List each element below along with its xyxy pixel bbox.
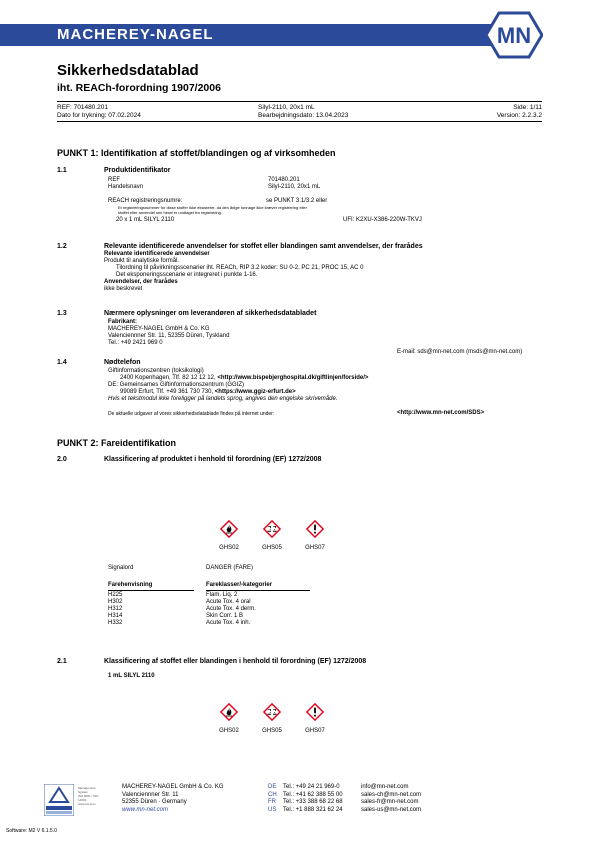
ghs05-corrosion-icon (263, 520, 281, 538)
hazard-code: H312 (108, 606, 123, 612)
hazard-class: Flam. Liq. 2 (206, 592, 238, 598)
footer-street: Valenciennner Str. 11 (122, 791, 179, 798)
reach-label: REACH registreringsnumre: (108, 198, 183, 204)
web-note: De aktuelle udgaver af vores sikkerhedsdatablade findes på internet under: (108, 411, 275, 417)
emergency-dk: 2400 Kopenhagen, Tlf. 82 12 12 12, (120, 375, 218, 381)
hazard-code: H314 (108, 613, 123, 619)
section-1-title: PUNKT 1: Identifikation af stoffet/blandingen og af virksomheden (57, 148, 336, 158)
subsection-heading: Relevante identificerede anvendelser for stoffet eller blandingen samt anvendelser, der frarådes (104, 243, 423, 250)
language-note: Hvis et tekstmodul ikke foreligger på landets sprog, angives den engelske skrivemåde. (108, 396, 338, 402)
divider (57, 121, 542, 122)
emergency-de: 99089 Erfurt, Tlf. +49 361 730 730, (120, 389, 215, 395)
divider (57, 101, 542, 102)
cert-text: www.tuv.com (78, 802, 96, 806)
pictogram-label: GHS05 (262, 545, 282, 551)
trade-name-label: Handelsnavn (108, 184, 144, 190)
reach-value: se PUNKT 3.1/3.2 eller (266, 198, 328, 204)
country-code: US (268, 806, 277, 813)
relevant-uses-text: Det eksponeringsscenarie er integreret i punkte 1-16. (116, 272, 258, 278)
hazard-code: H332 (108, 620, 123, 626)
section-number: 2.0 (57, 456, 67, 463)
page-subtitle: iht. REACh-forordning 1907/2006 (57, 82, 221, 94)
contact-phone: Tel.: +33 388 68 22 68 (283, 799, 343, 805)
pictogram-label: GHS02 (219, 545, 239, 551)
subsection-heading: Nærmere oplysninger om leverandøren af sikkerhedsdatabladet (104, 310, 317, 317)
section-2-title: PUNKT 2: Fareidentifikation (57, 438, 177, 448)
country-code: CH (268, 791, 277, 798)
ufi-code: UFI: K2XU-X386-220W-TKVJ (343, 217, 422, 223)
ref-label: REF (108, 177, 120, 183)
cert-text: ISO 9001 / ISO 14001 (78, 794, 99, 802)
hazard-class: Acute Tox. 4 oral (206, 599, 251, 605)
hazard-code: H225 (108, 592, 123, 598)
hazard-class-header: Fareklasser/-kategorier (206, 582, 273, 588)
manufacturer-label: Fabrikant: (108, 319, 138, 325)
relevant-uses-text: Tilordning til påvirkningsscenarier iht. REACh, RIP 3.2 koder: SU 0-2, PC 21, PROC 15, AC 0 (116, 265, 364, 271)
meta-print-date: Dato for trykning: 07.02.2024 (57, 112, 141, 119)
ghs02-flame-icon (220, 520, 238, 538)
sds-link[interactable]: <http://www.mn-net.com/SDS> (397, 410, 485, 416)
page-title: Sikkerhedsdatablad (57, 62, 199, 79)
country-code: DE (268, 784, 277, 790)
ghs07-exclamation-icon (306, 520, 324, 538)
meta-ref: REF: 701480.201 (57, 104, 108, 111)
signal-word-value: DANGER (FARE) (206, 565, 254, 571)
section-number: 1.1 (57, 167, 67, 174)
contact-phone: Tel.: +41 62 388 55 00 (283, 791, 343, 798)
relevant-uses-label: Relevante identificerede anvendelser (104, 251, 210, 257)
manufacturer-phone: Tel.: +49 2421 969 0 (108, 340, 163, 346)
subsection-heading: Nødtelefon (104, 359, 141, 366)
logo-text: MN (496, 23, 532, 48)
trade-name-value: Silyl-2110, 20x1 mL (268, 184, 321, 190)
header-underline (206, 590, 310, 591)
substance-subheading: 1 mL SILYL 2110 (108, 673, 155, 679)
footer-company: MACHEREY-NAGEL GmbH & Co. KG (122, 784, 224, 790)
hazard-class: Skin Corr. 1 B (206, 613, 244, 619)
emergency-dk-link[interactable]: <http://www.bispebjerghospital.dk/giftlinjen/forside/> (217, 375, 369, 381)
hazard-class: Acute Tox. 4 derm. (206, 606, 256, 612)
contact-email[interactable]: info@mn-net.com (361, 784, 409, 790)
advised-against-label: Anvendelser, der frarådes (104, 279, 178, 285)
ghs07-exclamation-icon (306, 703, 324, 721)
item-description: 20 x 1 mL SILYL 2110 (116, 217, 175, 223)
footer-city: 52355 Düren · Germany (122, 799, 187, 805)
emergency-de-link[interactable]: <https://www.ggiz-erfurt.de> (214, 389, 296, 395)
manufacturer-address: Valenciennner Str. 11, 52355 Düren, Tyskland (108, 333, 230, 339)
meta-edit-date: Bearbejdningsdato: 13.04.2023 (258, 112, 349, 119)
subsection-heading: Klassificering af produktet i henhold til forordning (EF) 1272/2008 (104, 456, 322, 463)
poison-center: Giftinformationszentren (toksikologi) (108, 368, 204, 374)
contact-email[interactable]: sales-us@mn-net.com (361, 806, 422, 813)
meta-page: Side: 1/11 (513, 104, 542, 111)
signal-word-label: Signalord (108, 565, 134, 571)
pictogram-label: GHS05 (262, 728, 282, 734)
pictogram-label: GHS07 (305, 545, 325, 551)
mn-logo-icon (485, 10, 543, 60)
contact-email[interactable]: sales-ch@mn-net.com (361, 791, 422, 798)
section-number: 1.4 (57, 359, 67, 366)
tuv-certification-icon (44, 784, 74, 816)
section-number: 2.1 (57, 658, 67, 665)
contact-phone: Tel.: +1 888 321 62 24 (283, 806, 343, 813)
hazard-statement-header: Farehenvisning (108, 582, 153, 588)
meta-version: Version: 2.2.3.2 (496, 112, 542, 119)
ghs05-corrosion-icon (263, 703, 281, 721)
pictogram-label: GHS02 (219, 728, 239, 734)
software-version: Software: M2 V 6.1.5.0 (6, 828, 57, 834)
hazard-class: Acute Tox. 4 inh. (206, 620, 251, 626)
cert-text: Management System (78, 786, 96, 794)
section-number: 1.3 (57, 310, 67, 317)
pictogram-label: GHS07 (305, 728, 325, 734)
header-underline (108, 590, 194, 591)
meta-product: Silyl-2110, 20x1 mL (258, 104, 315, 111)
reach-note: stoffet eller anvendel sen heraf er undtaget fra registrering. (118, 210, 222, 215)
poison-center-de: DE: Gemeinsames Giftinformationszentrum (GGIZ) (108, 382, 245, 388)
section-number: 1.2 (57, 243, 67, 250)
reach-note: Et registreringsnummer for disse stoffer ikke eksisterer, da den årlige tonnage ikke kræver registrering eller (118, 205, 307, 210)
contact-phone: Tel.: +49 24 21 969-0 (283, 784, 340, 790)
hazard-code: H302 (108, 599, 123, 605)
ref-value: 701480.201 (268, 177, 300, 183)
brand-name: MACHEREY-NAGEL (57, 26, 214, 43)
manufacturer-email: E-mail: sds@mn-net.com (msds@mn-net.com) (397, 349, 523, 355)
advised-against-value: ikke beskrevet (104, 286, 143, 292)
manufacturer-name: MACHEREY-NAGEL GmbH & Co. KG (108, 326, 210, 332)
relevant-uses-text: Produkt til analytiske formål. (104, 258, 180, 264)
contact-email[interactable]: sales-fr@mn-net.com (361, 799, 419, 805)
footer-website-link[interactable]: www.mn-net.com (122, 806, 169, 813)
country-code: FR (268, 799, 276, 805)
subsection-heading: Klassificering af stoffet eller blandingen i henhold til forordning (EF) 1272/2008 (104, 658, 367, 665)
ghs02-flame-icon (220, 703, 238, 721)
subsection-heading: Produktidentifikator (104, 167, 171, 174)
